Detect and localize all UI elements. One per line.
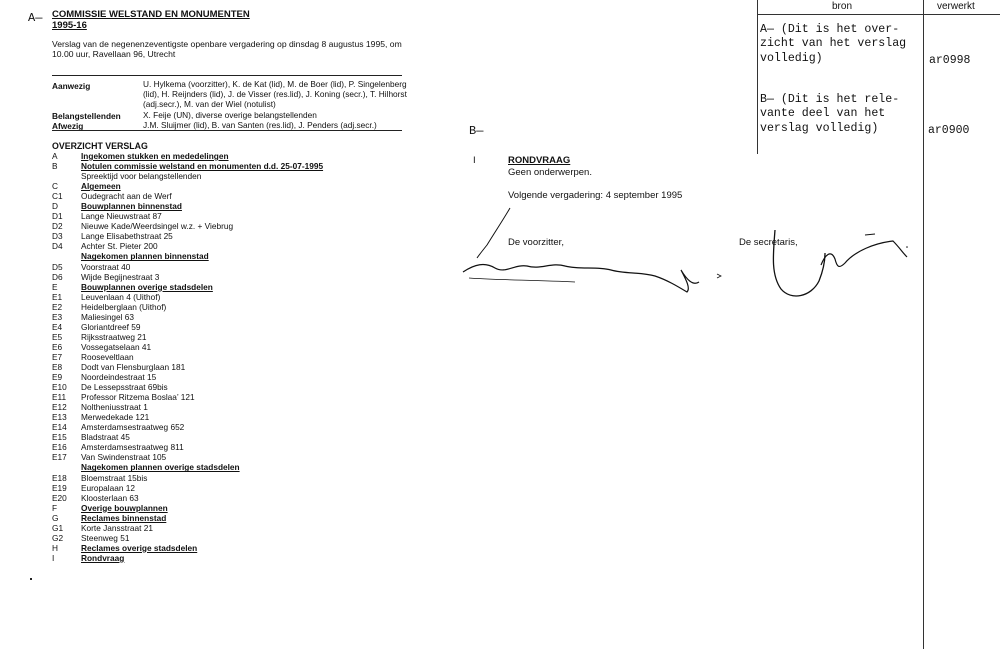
- overview-item-label: Bouwplannen overige stadsdelen: [81, 281, 213, 292]
- overview-item-code: D5: [52, 261, 63, 272]
- overview-item: [52, 171, 382, 181]
- present-label: Aanwezig: [52, 81, 91, 91]
- overview-item: [52, 312, 382, 322]
- overview-item-label: Merwedekade 121: [81, 412, 150, 423]
- overview-item-label: Kloosterlaan 63: [81, 492, 139, 503]
- overview-item-code: [52, 462, 81, 472]
- overview-item-label: Amsterdamsestraatweg 811: [81, 442, 184, 453]
- overview-item-code: E20: [52, 492, 67, 503]
- overview-item-code: E13: [52, 412, 67, 423]
- overview-item-label: Lange Nieuwstraat 87: [81, 211, 162, 222]
- overview-item-label: Nagekomen plannen overige stadsdelen: [81, 462, 240, 473]
- overview-item-label: Maliesingel 63: [81, 311, 135, 322]
- overview-item: [52, 473, 382, 483]
- header-source: bron: [832, 1, 853, 12]
- section-marker-b: B—: [469, 124, 484, 138]
- overview-item-code: D3: [52, 231, 63, 242]
- overview-item-code: E7: [52, 351, 63, 362]
- overview-item-label: Notulen commissie welstand en monumenten d.d. 25-07-1995: [81, 161, 324, 172]
- overview-item-label: Leuvenlaan 4 (Uithof): [81, 291, 161, 302]
- overview-list: [52, 151, 382, 563]
- overview-item-code: E6: [52, 341, 63, 352]
- overview-item-label: Steenweg 51: [81, 532, 130, 543]
- overview-item: [52, 402, 382, 412]
- rondvraag-text: Geen onderwerpen.: [508, 167, 592, 178]
- overview-item-code: C: [52, 181, 58, 192]
- rondvraag-code: I: [473, 155, 476, 166]
- overview-item-code: E2: [52, 301, 63, 312]
- overview-item: [52, 221, 382, 231]
- overview-item: [52, 392, 382, 402]
- overview-item: [52, 181, 382, 191]
- table-border-left: [757, 0, 758, 154]
- header-processed: verwerkt: [937, 1, 975, 12]
- overview-item-code: E14: [52, 422, 67, 433]
- overview-item: [52, 362, 382, 372]
- note-a: A— (Dit is het over- zicht van het verslag volledig): [760, 23, 907, 65]
- rondvraag-title: RONDVRAAG: [508, 155, 571, 166]
- overview-item-code: D4: [52, 241, 63, 252]
- overview-item: [52, 442, 382, 452]
- overview-item-code: E10: [52, 382, 67, 393]
- overview-item: [52, 462, 382, 472]
- overview-item-code: E18: [52, 472, 67, 483]
- overview-item-code: E17: [52, 452, 67, 463]
- stakeholders-text: X. Feije (UN), diverse overige belangstellenden: [143, 110, 317, 120]
- note-b: B— (Dit is het rele- vante deel van het verslag volledig): [760, 93, 900, 135]
- overview-item-label: Professor Ritzema Boslaa’ 121: [81, 392, 195, 403]
- overview-item: [52, 372, 382, 382]
- overview-item-code: E: [52, 281, 58, 292]
- overview-item-code: I: [52, 552, 55, 563]
- overview-item: [52, 251, 382, 261]
- overview-item-code: D6: [52, 271, 63, 282]
- overview-item-label: Oudegracht aan de Werf: [81, 191, 172, 202]
- document-number: 1995-16: [52, 20, 87, 31]
- overview-item-label: Bouwplannen binnenstad: [81, 201, 182, 212]
- overview-item: [52, 543, 382, 553]
- absent-label: Afwezig: [52, 121, 84, 131]
- overview-item: [52, 161, 382, 171]
- intro-text: [52, 39, 432, 59]
- overview-item-code: E9: [52, 372, 63, 383]
- overview-item-code: H: [52, 542, 58, 553]
- divider: [52, 130, 402, 131]
- overview-item-code: E16: [52, 442, 67, 453]
- absent-text: J.M. Sluijmer (lid), B. van Santen (res.lid), J. Penders (adj.secr.): [143, 120, 377, 130]
- overview-item-code: G1: [52, 522, 64, 533]
- overview-item-label: Nieuwe Kade/Weerdsingel w.z. + Viebrug: [81, 221, 234, 232]
- overview-item: [52, 332, 382, 342]
- overview-item: [52, 282, 382, 292]
- intro-line: Verslag van de negenenzeventigste openbare vergadering op dinsdag 8 augustus 1995, om: [52, 39, 402, 49]
- overview-item: [52, 191, 382, 201]
- overview-item-label: Noltheniusstraat 1: [81, 402, 148, 413]
- overview-item-label: Amsterdamsestraatweg 652: [81, 422, 185, 433]
- overview-item-code: G: [52, 512, 59, 523]
- overview-item-label: Ingekomen stukken en mededelingen: [81, 151, 229, 161]
- overview-item: [52, 262, 382, 272]
- overview-item-code: E1: [52, 291, 63, 302]
- overview-item-label: Korte Jansstraat 21: [81, 522, 153, 533]
- overview-item-label: Voorstraat 40: [81, 261, 131, 272]
- archive-code-a: ar0998: [929, 54, 971, 67]
- overview-item-code: F: [52, 502, 58, 513]
- overview-item: [52, 452, 382, 462]
- table-header-rule: [757, 14, 1000, 15]
- overview-item: [52, 241, 382, 251]
- divider: [52, 75, 402, 76]
- overview-item-code: [52, 251, 81, 261]
- speck: [30, 578, 32, 580]
- overview-item: [52, 201, 382, 211]
- overview-item-label: Reclames overige stadsdelen: [81, 542, 198, 553]
- overview-item-code: D1: [52, 211, 63, 222]
- overview-item-code: E12: [52, 402, 67, 413]
- overview-item: [52, 503, 382, 513]
- overview-item-label: Rooseveltlaan: [81, 351, 134, 362]
- chair-signature: [455, 200, 735, 300]
- overview-item-label: Nagekomen plannen binnenstad: [81, 251, 209, 262]
- overview-item-code: E15: [52, 432, 67, 443]
- overview-item-code: E5: [52, 331, 63, 342]
- overview-item-code: D2: [52, 221, 63, 232]
- overview-item-label: Dodt van Flensburglaan 181: [81, 361, 186, 372]
- overview-title: OVERZICHT VERSLAG: [52, 141, 148, 151]
- overview-item-label: Overige bouwplannen: [81, 502, 168, 513]
- overview-item-label: Wijde Begijnestraat 3: [81, 271, 160, 282]
- archive-code-b: ar0900: [928, 124, 970, 137]
- overview-item: [52, 151, 382, 161]
- overview-item-code: D: [52, 201, 58, 212]
- overview-item-code: C1: [52, 191, 63, 202]
- intro-line: 10.00 uur, Ravellaan 96, Utrecht: [52, 49, 176, 60]
- overview-item-label: Van Swindenstraat 105: [81, 452, 167, 463]
- overview-item-label: De Lessepsstraat 69bis: [81, 382, 168, 393]
- overview-item-code: E3: [52, 311, 63, 322]
- overview-item: [52, 342, 382, 352]
- section-marker-a: A—: [28, 11, 43, 25]
- overview-item-code: B: [52, 161, 58, 172]
- overview-item: [52, 513, 382, 523]
- overview-item-label: Noordeindestraat 15: [81, 372, 157, 383]
- stakeholders-label: Belangstellenden: [52, 111, 121, 121]
- overview-item: [52, 432, 382, 442]
- overview-item-code: A: [52, 151, 58, 161]
- overview-item: [52, 493, 382, 503]
- overview-item: [52, 322, 382, 332]
- overview-item-code: [52, 171, 81, 181]
- overview-item-label: Bladstraat 45: [81, 432, 130, 443]
- overview-item: [52, 382, 382, 392]
- overview-item-label: Algemeen: [81, 181, 121, 192]
- overview-item-label: Reclames binnenstad: [81, 512, 167, 523]
- chair-label: De voorzitter,: [508, 237, 564, 248]
- overview-item: [52, 483, 382, 493]
- overview-item-code: E4: [52, 321, 63, 332]
- overview-item-code: E8: [52, 361, 63, 372]
- document-title: COMMISSIE WELSTAND EN MONUMENTEN: [52, 9, 250, 20]
- overview-item-label: Spreektijd voor belangstellenden: [81, 171, 202, 182]
- secretary-label: De secretaris,: [739, 237, 798, 248]
- overview-item: [52, 302, 382, 312]
- present-list: [143, 79, 443, 109]
- overview-item-label: Gloriantdreef 59: [81, 321, 141, 332]
- overview-item: [52, 553, 382, 563]
- overview-item-label: Rondvraag: [81, 552, 125, 563]
- overview-item-label: Vossegatselaan 41: [81, 341, 152, 352]
- present-line: (adj.secr.), M. van der Wiel (notulist): [143, 99, 276, 110]
- overview-item-label: Heidelberglaan (Uithof): [81, 301, 167, 312]
- overview-item-label: Achter St. Pieter 200: [81, 241, 158, 252]
- overview-item: [52, 292, 382, 302]
- overview-item-code: E19: [52, 482, 67, 493]
- overview-item: [52, 523, 382, 533]
- overview-item-label: Rijksstraatweg 21: [81, 331, 147, 342]
- overview-item: [52, 211, 382, 221]
- overview-item-label: Europalaan 12: [81, 482, 135, 493]
- overview-item: [52, 422, 382, 432]
- overview-item: [52, 533, 382, 543]
- present-line: U. Hylkema (voorzitter), K. de Kat (lid), M. de Boer (lid), P. Singelenberg: [143, 79, 407, 89]
- overview-item: [52, 352, 382, 362]
- next-meeting: Volgende vergadering: 4 september 1995: [508, 190, 683, 201]
- overview-item-label: Lange Elisabethstraat 25: [81, 231, 173, 242]
- overview-item: [52, 412, 382, 422]
- overview-item: [52, 272, 382, 282]
- overview-item: [52, 231, 382, 241]
- present-line: (lid), H. Reijnders (lid), J. de Visser (res.lid), J. Koning (secr.), T. Hilhorst: [143, 89, 407, 100]
- overview-item-label: Bloemstraat 15bis: [81, 472, 148, 483]
- overview-item-code: G2: [52, 532, 64, 543]
- overview-item-code: E11: [52, 392, 67, 403]
- secretary-signature: [765, 225, 915, 305]
